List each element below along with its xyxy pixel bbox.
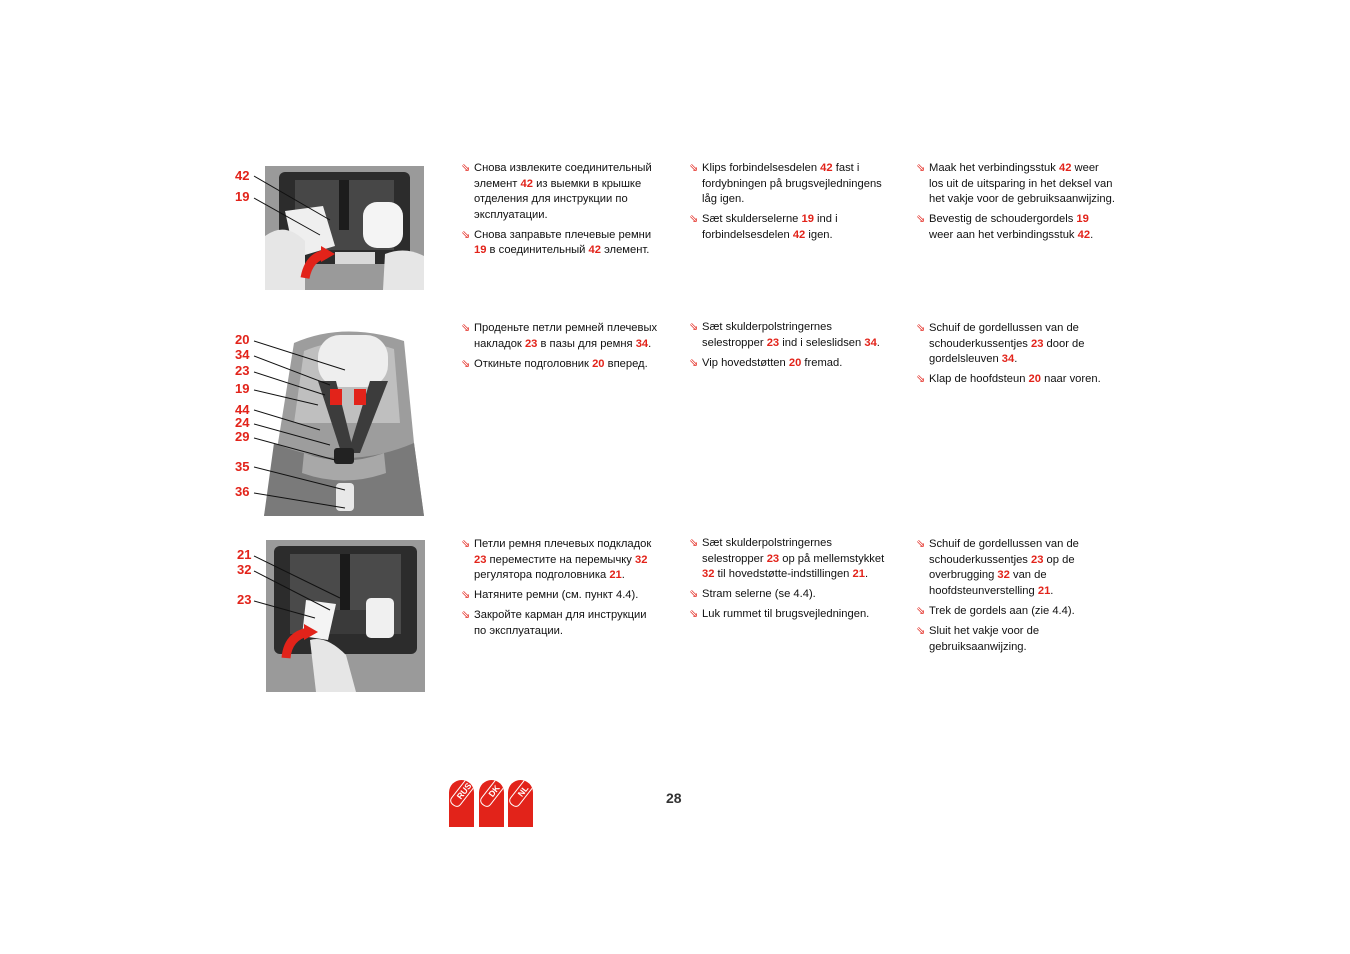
instruction-text: в пазы для ремня: [537, 337, 636, 350]
instruction-step: [916, 624, 1116, 655]
bullet-arrow-icon: ⇘: [916, 162, 926, 174]
part-reference-number: 19: [1076, 213, 1089, 226]
language-tab-label: NL: [508, 780, 533, 809]
instruction-step: [461, 608, 661, 639]
instruction-text: Снова заправьте плечевые ремни: [474, 228, 652, 241]
callout-label: 34: [235, 347, 250, 362]
bullet-arrow-icon: ⇘: [916, 538, 926, 550]
part-reference-number: 32: [635, 553, 648, 566]
bullet-arrow-icon: ⇘: [916, 624, 926, 637]
part-reference-number: 23: [1031, 553, 1044, 566]
instruction-step: [461, 321, 661, 352]
instruction-text: элемент.: [600, 244, 650, 257]
photo-headrest-adjuster: [266, 540, 425, 692]
callout-label: 23: [235, 363, 250, 378]
callout-label: 35: [235, 459, 250, 474]
bullet-arrow-icon: ⇘: [689, 537, 699, 549]
instruction-step: [689, 607, 889, 623]
instruction-text: op de overbrugging: [929, 553, 1075, 582]
instruction-text: Sæt skulderselerne: [702, 213, 802, 226]
instruction-step: [916, 321, 1116, 368]
instruction-text: weer los uit de uitsparing in het deksel van het vakje voor de gebruiksaanwijzing.: [929, 162, 1115, 206]
instruction-text: .: [621, 569, 625, 582]
part-reference-number: 23: [474, 553, 487, 566]
callout-label: 42: [235, 168, 250, 183]
callout-label: 29: [235, 429, 250, 444]
part-reference-number: 32: [702, 568, 715, 581]
section-2-dk: [689, 320, 889, 376]
part-reference-number: 19: [801, 213, 814, 226]
callout-label: 32: [237, 562, 252, 577]
instruction-text: .: [1090, 228, 1094, 241]
instruction-text: ind i seleslidsen: [779, 336, 865, 349]
instruction-text: Trek de gordels aan (zie 4.4).: [929, 604, 1075, 617]
instruction-text: переместите на перемычку: [486, 553, 636, 566]
instruction-text: .: [864, 568, 869, 581]
instruction-step: [916, 372, 1116, 388]
section-1-dk: [689, 161, 889, 248]
part-reference-number: 42: [520, 177, 533, 190]
callout-label: 23: [237, 592, 252, 607]
bullet-arrow-icon: ⇘: [916, 604, 926, 617]
bullet-arrow-icon: ⇘: [689, 321, 699, 333]
callout-label: 21: [237, 547, 252, 562]
instruction-step: [689, 356, 889, 372]
instruction-text: в соединительный: [486, 244, 589, 257]
bullet-arrow-icon: ⇘: [689, 356, 699, 369]
instruction-text: Bevestig de schoudergordels: [929, 213, 1077, 226]
callout-label: 44: [235, 402, 250, 417]
part-reference-number: 42: [588, 244, 601, 257]
section-3-nl: [916, 537, 1116, 660]
bullet-arrow-icon: ⇘: [461, 589, 471, 602]
instruction-text: fast i fordybningen på brugsvejledningens låg igen.: [702, 162, 882, 206]
language-tab-label: DK: [479, 780, 504, 809]
bullet-arrow-icon: ⇘: [461, 162, 471, 174]
callout-label: 19: [235, 189, 250, 204]
section-2-nl: [916, 321, 1116, 392]
instruction-text: Maak het verbindingsstuk: [929, 162, 1059, 174]
instruction-step: [689, 536, 889, 583]
instruction-step: [916, 537, 1116, 599]
instruction-text: fremad.: [801, 356, 843, 369]
part-reference-number: 20: [1028, 373, 1041, 386]
instruction-text: Sæt skulderpolstringernes selestropper: [702, 537, 832, 565]
instruction-text: .: [876, 336, 880, 349]
instruction-text: Проденьте петли ремней плечевых накладок: [474, 322, 658, 350]
instruction-text: ind i forbindelsesdelen: [702, 213, 838, 241]
instruction-step: [461, 228, 661, 259]
bullet-arrow-icon: ⇘: [689, 588, 699, 601]
part-reference-number: 34: [1001, 353, 1015, 366]
instruction-text: Sluit het vakje voor de gebruiksaanwijzing.: [929, 624, 1040, 653]
part-reference-number: 20: [788, 356, 802, 369]
bullet-arrow-icon: ⇘: [461, 538, 471, 550]
instruction-step: [689, 320, 889, 351]
instruction-text: naar voren.: [1040, 373, 1101, 386]
instruction-step: [689, 212, 889, 243]
part-reference-number: 42: [792, 228, 806, 241]
instruction-step: [461, 588, 661, 604]
instruction-text: Schuif de gordellussen van de schouderkussentjes: [929, 538, 1079, 566]
instruction-text: из выемки в крышке отделения для инструкции по эксплуатации.: [474, 177, 642, 221]
part-reference-number: 21: [852, 568, 865, 581]
instruction-text: Vip hovedstøtten: [702, 356, 789, 369]
instruction-text: .: [1014, 353, 1018, 366]
photo-car-seat: [264, 323, 424, 516]
bullet-arrow-icon: ⇘: [916, 213, 926, 226]
part-reference-number: 23: [524, 337, 538, 350]
language-tab-nl[interactable]: [508, 780, 533, 827]
instruction-text: .: [648, 337, 652, 350]
instruction-text: Натяните ремни (см. пункт 4.4).: [474, 589, 639, 602]
language-tab-label: RUS: [449, 780, 474, 809]
instruction-text: Luk rummet til brugsvejledningen.: [702, 608, 870, 621]
instruction-text: Schuif de gordellussen van de schouderkussentjes: [929, 322, 1079, 350]
callout-label: 36: [235, 484, 250, 499]
part-reference-number: 21: [609, 569, 622, 582]
instruction-text: op på mellemstykket: [779, 552, 885, 565]
bullet-arrow-icon: ⇘: [461, 322, 471, 334]
part-reference-number: 34: [635, 337, 649, 350]
instruction-step: [461, 161, 661, 223]
photo-clip-connector: [265, 166, 424, 290]
part-reference-number: 42: [1077, 228, 1091, 241]
part-reference-number: 34: [864, 336, 877, 349]
instruction-text: igen.: [805, 228, 833, 241]
bullet-arrow-icon: ⇘: [916, 373, 926, 386]
instruction-step: [689, 161, 889, 208]
instruction-text: Stram selerne (se 4.4).: [702, 588, 816, 601]
instruction-text: Откиньте подголовник: [474, 357, 593, 370]
language-tab-rus[interactable]: [449, 780, 474, 827]
instruction-text: weer aan het verbindingsstuk: [929, 228, 1078, 241]
instruction-step: [916, 604, 1116, 620]
page-number: 28: [666, 790, 682, 806]
instruction-text: door de gordelsleuven: [929, 337, 1085, 366]
part-reference-number: 42: [1058, 162, 1072, 174]
section-3-dk: [689, 536, 889, 627]
part-reference-number: 32: [997, 569, 1010, 582]
part-reference-number: 23: [766, 336, 780, 349]
instruction-step: [916, 161, 1116, 208]
instruction-step: [461, 537, 661, 584]
instruction-step: [916, 212, 1116, 243]
instruction-step: [689, 587, 889, 603]
bullet-arrow-icon: ⇘: [689, 213, 699, 226]
bullet-arrow-icon: ⇘: [689, 162, 699, 174]
part-reference-number: 42: [820, 162, 833, 174]
instruction-text: Klips forbindelsesdelen: [702, 162, 821, 174]
instruction-step: [461, 357, 661, 373]
callout-label: 20: [235, 332, 250, 347]
callout-label: 24: [235, 415, 250, 430]
part-reference-number: 20: [592, 357, 605, 370]
instruction-text: til hovedstøtte-indstillingen: [714, 568, 853, 581]
instruction-text: .: [1050, 584, 1054, 597]
bullet-arrow-icon: ⇘: [689, 608, 699, 621]
instruction-text: Sæt skulderpolstringernes selestropper: [702, 321, 832, 349]
instruction-text: Klap de hoofdsteun: [929, 373, 1029, 386]
section-1-nl: [916, 161, 1116, 248]
part-reference-number: 21: [1037, 584, 1051, 597]
part-reference-number: 23: [1031, 337, 1044, 350]
instruction-text: вперед.: [604, 357, 648, 370]
instruction-text: Снова извлеките соединительный элемент: [474, 162, 652, 190]
instruction-text: регулятора подголовника: [474, 569, 610, 582]
bullet-arrow-icon: ⇘: [461, 357, 471, 370]
section-2-rus: [461, 321, 661, 377]
language-tab-dk[interactable]: [479, 780, 504, 827]
instruction-text: Закройте карман для инструкции по эксплуатации.: [474, 609, 647, 637]
callout-label: 19: [235, 381, 250, 396]
part-reference-number: 19: [474, 244, 487, 257]
bullet-arrow-icon: ⇘: [916, 322, 926, 334]
instruction-text: van de hoofdsteunverstelling: [929, 569, 1047, 597]
instruction-text: Петли ремня плечевых подкладок: [474, 538, 652, 550]
section-1-rus: [461, 161, 661, 264]
part-reference-number: 23: [766, 552, 780, 565]
section-3-rus: [461, 537, 661, 644]
bullet-arrow-icon: ⇘: [461, 228, 471, 241]
bullet-arrow-icon: ⇘: [461, 609, 471, 622]
